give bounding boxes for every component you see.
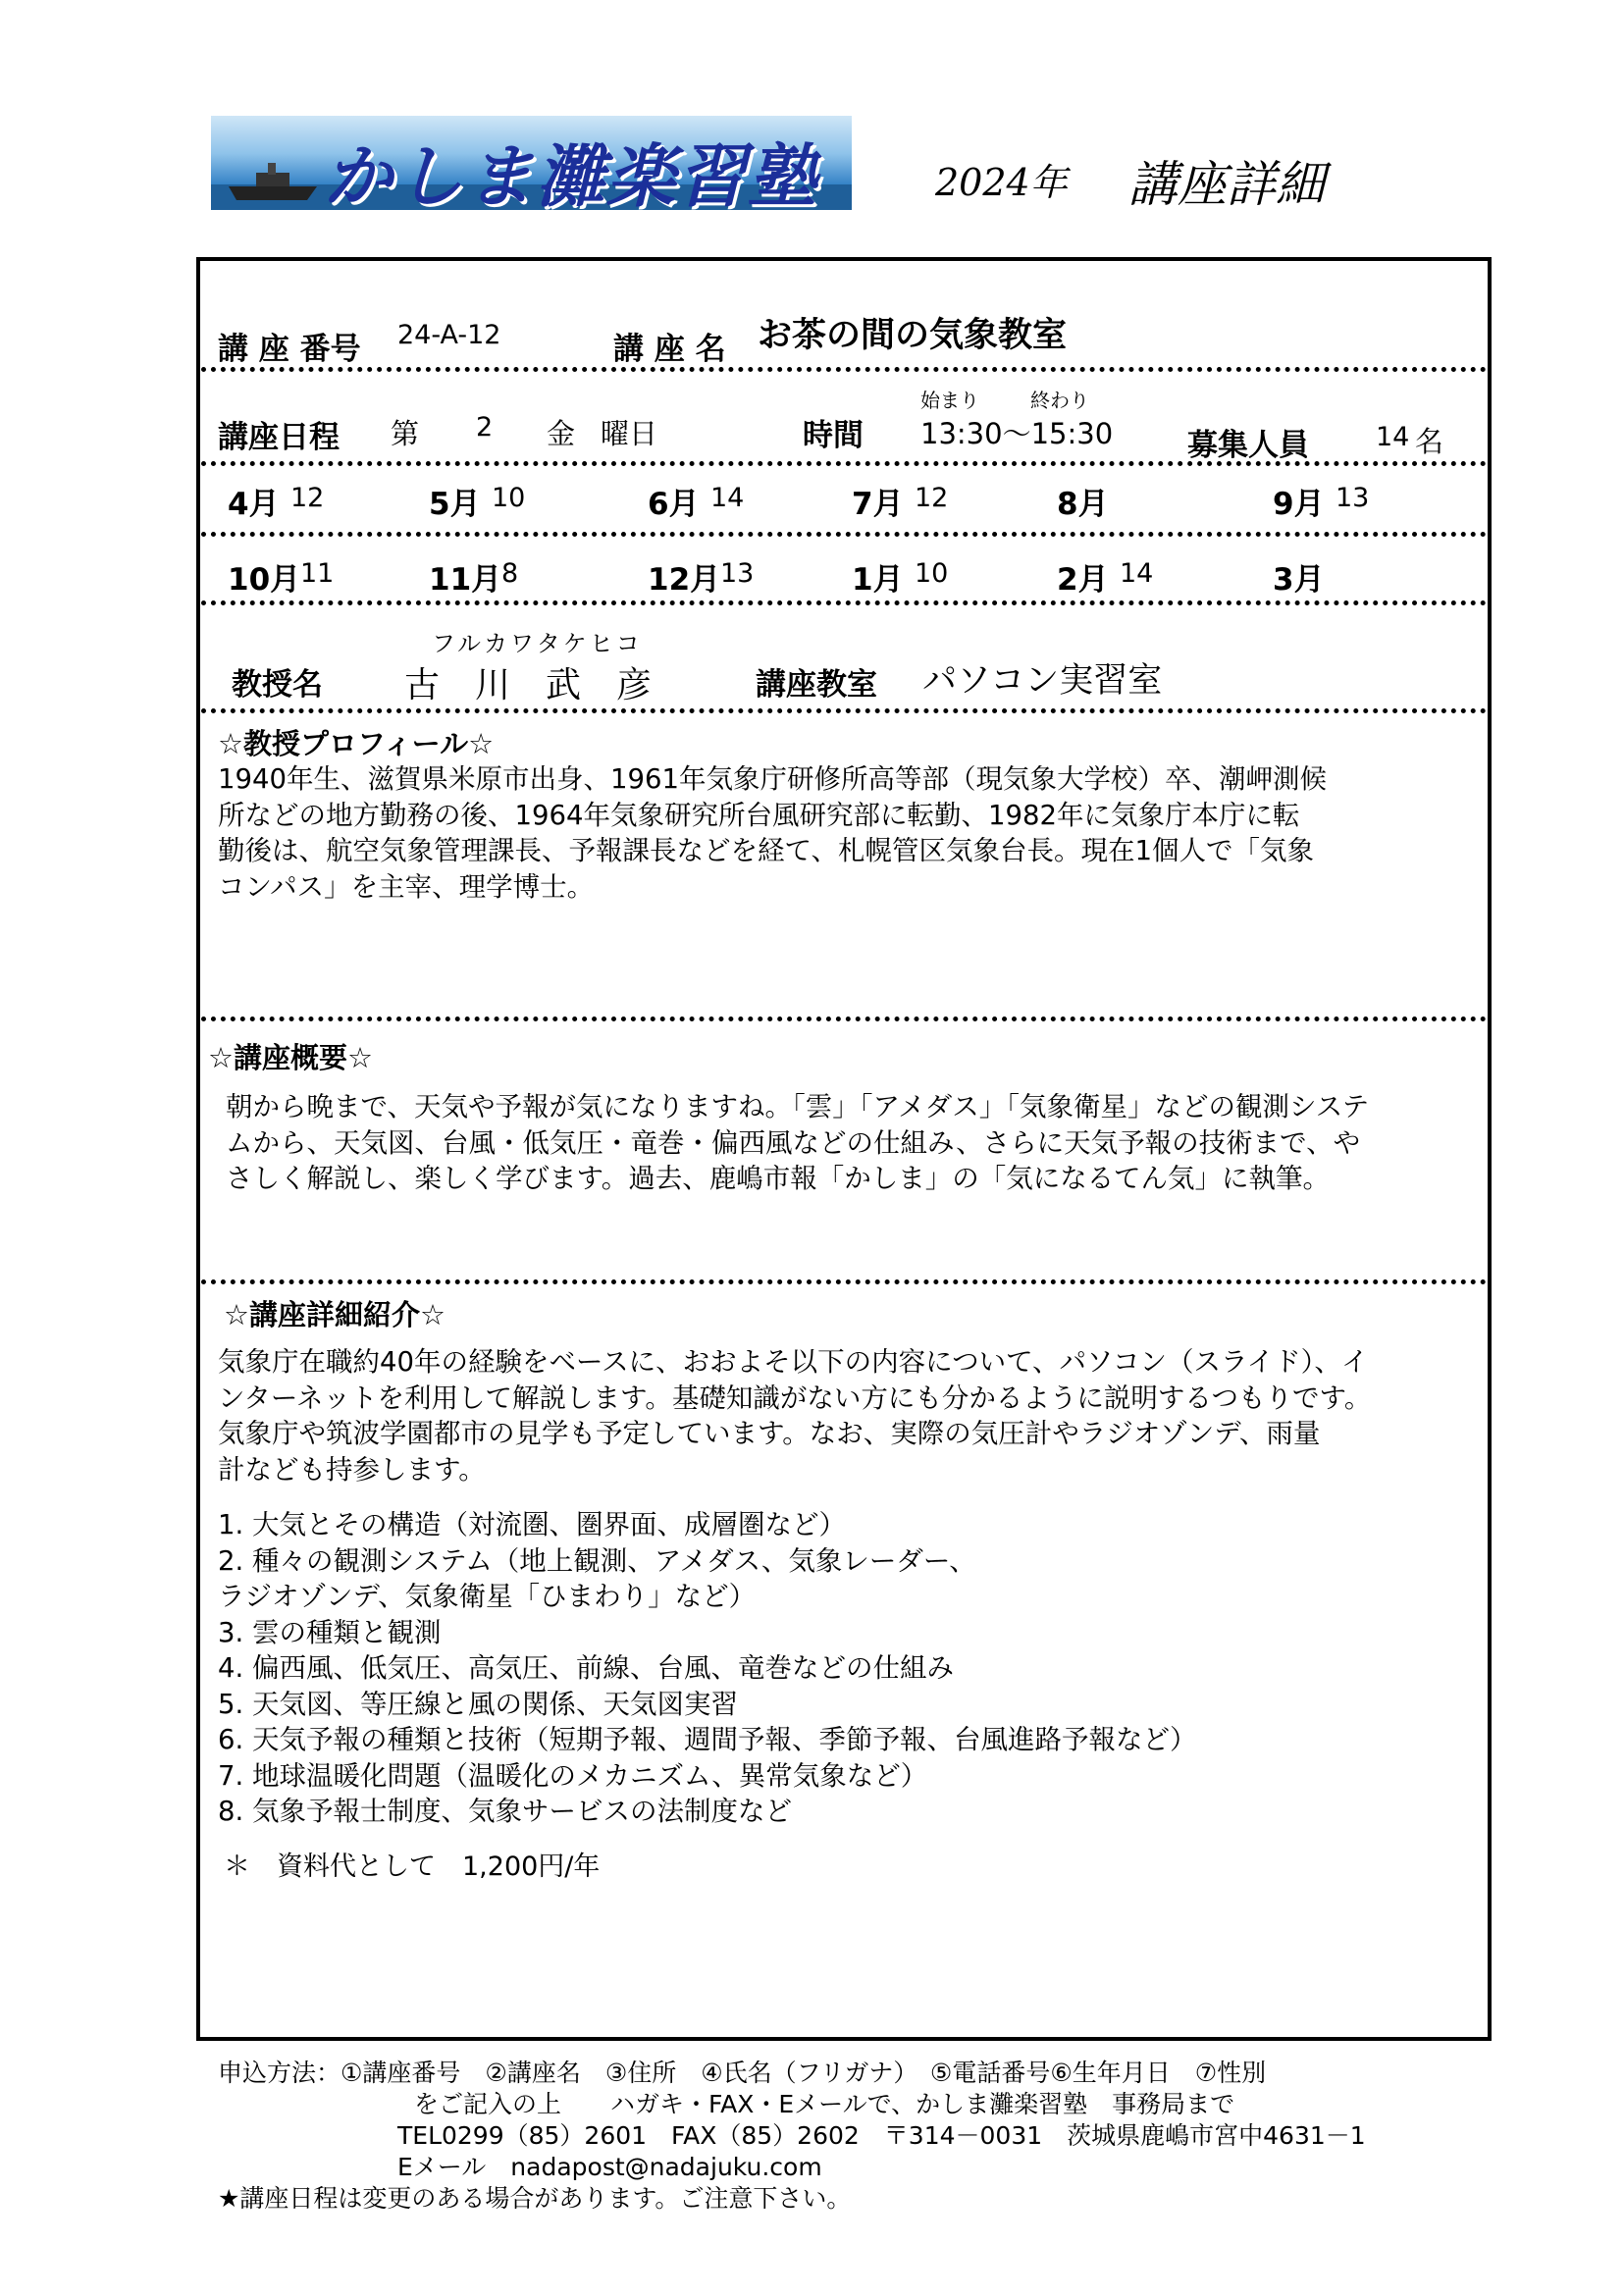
schedule-dai: 第 bbox=[391, 417, 420, 450]
footer-notice: ★講座日程は変更のある場合があります。ご注意下さい。 bbox=[218, 2184, 852, 2213]
schedule-month: 8月 bbox=[1057, 487, 1109, 522]
overview-line: ムから、天気図、台風・低気圧・竜巻・偏西風などの仕組み、さらに天気予報の技術まで、や bbox=[226, 1126, 1361, 1159]
detail-intro-line: 気象庁在職約40年の経験をベースに、おおよそ以下の内容について、パソコン（スライド）、イ bbox=[218, 1346, 1369, 1378]
end-caption: 終わり bbox=[1030, 389, 1089, 412]
schedule-month: 2月 bbox=[1057, 562, 1109, 598]
schedule-youbi: 曜日 bbox=[601, 417, 658, 450]
divider bbox=[201, 461, 1487, 466]
capacity-label: 募集人員 bbox=[1187, 428, 1309, 463]
page-title: 講座詳細 bbox=[1128, 156, 1325, 213]
time-label: 時間 bbox=[803, 418, 864, 453]
overview-heading: ☆講座概要☆ bbox=[208, 1041, 373, 1074]
capacity-unit: 名 bbox=[1415, 425, 1444, 458]
schedule-month: 10月 bbox=[228, 562, 301, 598]
profile-heading: ☆教授プロフィール☆ bbox=[218, 727, 495, 760]
professor-furigana: フルカワタケヒコ bbox=[432, 630, 643, 657]
topic-item: 7. 地球温暖化問題（温暖化のメカニズム、異常気象など） bbox=[218, 1759, 928, 1792]
topic-item: 8. 気象予報士制度、気象サービスの法制度など bbox=[218, 1796, 792, 1827]
divider bbox=[201, 1279, 1487, 1284]
detail-heading: ☆講座詳細紹介☆ bbox=[224, 1298, 445, 1331]
detail-intro-text bbox=[218, 1344, 1371, 1487]
schedule-day: 8 bbox=[501, 558, 519, 589]
schedule-month: 12月 bbox=[648, 562, 721, 598]
profile-text bbox=[218, 761, 1327, 905]
schedule-month: 6月 bbox=[648, 487, 700, 522]
schedule-month: 4月 bbox=[228, 487, 280, 522]
schedule-day: 12 bbox=[290, 483, 325, 513]
capacity-value: 14 bbox=[1376, 422, 1410, 452]
divider bbox=[201, 367, 1487, 372]
schedule-day: 11 bbox=[300, 558, 335, 589]
detail-topic-list bbox=[218, 1507, 1196, 1830]
room-label: 講座教室 bbox=[756, 667, 877, 703]
overview-text bbox=[226, 1089, 1369, 1197]
detail-intro-line: 計なども持参します。 bbox=[218, 1453, 486, 1486]
divider bbox=[201, 600, 1487, 605]
course-time: 13:30～15:30 bbox=[920, 417, 1114, 450]
schedule-weekday: 金 bbox=[547, 417, 576, 450]
schedule-month: 7月 bbox=[852, 487, 904, 522]
schedule-day: 13 bbox=[720, 558, 755, 589]
schedule-day: 10 bbox=[915, 558, 949, 589]
overview-line: さしく解説し、楽しく学びます。過去、鹿嶋市報「かしま」の「気になるてん気」に執筆。 bbox=[226, 1163, 1331, 1194]
course-name-label: 講 座 名 bbox=[613, 332, 726, 367]
footer-line-1: 申込方法：①講座番号 ②講座名 ③住所 ④氏名（フリガナ） ⑤電話番号⑥生年月日 ⑦性別 bbox=[218, 2059, 1267, 2087]
topic-item: 2. 種々の観測システム（地上観測、アメダス、気象レーダー、 bbox=[218, 1544, 976, 1577]
material-fee-note: ＊ 資料代として 1,200円/年 bbox=[224, 1852, 601, 1882]
professor-name: 古 川 武 彦 bbox=[404, 665, 653, 705]
ship-icon bbox=[229, 161, 317, 200]
profile-line: 所などの地方勤務の後、1964年気象研究所台風研究部に転勤、1982年に気象庁本庁に転 bbox=[218, 799, 1300, 831]
divider bbox=[201, 708, 1487, 713]
course-name: お茶の間の気象教室 bbox=[758, 316, 1068, 355]
schedule-day: 13 bbox=[1336, 483, 1370, 513]
schedule-week: 2 bbox=[476, 412, 494, 443]
schedule-month: 3月 bbox=[1273, 562, 1325, 598]
profile-line: 勤後は、航空気象管理課長、予報課長などを経て、札幌管区気象台長。現在1個人で「気象 bbox=[218, 835, 1314, 866]
schedule-month: 11月 bbox=[429, 562, 502, 598]
course-number-label: 講 座 番号 bbox=[218, 332, 361, 367]
professor-label: 教授名 bbox=[232, 667, 323, 703]
profile-line: 1940年生、滋賀県米原市出身、1961年気象庁研修所高等部（現気象大学校）卒、潮岬測候 bbox=[218, 763, 1327, 795]
schedule-month: 5月 bbox=[429, 487, 481, 522]
divider bbox=[201, 1017, 1487, 1021]
profile-line: コンパス」を主宰、理学博士。 bbox=[218, 870, 595, 903]
topic-item: 1. 大気とその構造（対流圏、圏界面、成層圏など） bbox=[218, 1509, 846, 1540]
detail-intro-line: 気象庁や筑波学園都市の見学も予定しています。なお、実際の気圧計やラジオゾンデ、雨量 bbox=[218, 1418, 1321, 1449]
course-number: 24-A-12 bbox=[397, 320, 501, 350]
overview-line: 朝から晩まで、天気や予報が気になりますね。「雲」「アメダス」「気象衛星」などの観測システ bbox=[226, 1091, 1370, 1122]
schedule-label: 講座日程 bbox=[218, 420, 340, 455]
schedule-day: 12 bbox=[915, 483, 949, 513]
schedule-day: 10 bbox=[492, 483, 526, 513]
room-value: パソコン実習室 bbox=[922, 661, 1163, 701]
divider bbox=[201, 532, 1487, 537]
topic-item: ラジオゾンデ、気象衛星「ひまわり」など） bbox=[218, 1581, 757, 1612]
topic-item: 3. 雲の種類と観測 bbox=[218, 1616, 442, 1648]
topic-item: 4. 偏西風、低気圧、高気圧、前線、台風、竜巻などの仕組み bbox=[218, 1652, 954, 1684]
schedule-day: 14 bbox=[710, 483, 745, 513]
topic-item: 6. 天気予報の種類と技術（短期予報、週間予報、季節予報、台風進路予報など） bbox=[218, 1724, 1197, 1755]
logo-banner bbox=[211, 116, 852, 210]
schedule-month: 1月 bbox=[852, 562, 904, 598]
start-caption: 始まり bbox=[920, 389, 979, 412]
schedule-day: 14 bbox=[1120, 558, 1154, 589]
detail-intro-line: ンターネットを利用して解説します。基礎知識がない方にも分かるように説明するつもりです。 bbox=[218, 1382, 1372, 1414]
footer-email: Eメール nadapost@nadajuku.com bbox=[397, 2153, 822, 2181]
topic-item: 5. 天気図、等圧線と風の関係、天気図実習 bbox=[218, 1688, 738, 1720]
year-label: 2024年 bbox=[935, 161, 1068, 204]
footer-line-2: をご記入の上 ハガキ・FAX・Eメールで、かしま灘楽習塾 事務局まで bbox=[414, 2090, 1235, 2118]
logo-text: かしま灘楽習塾 bbox=[324, 135, 818, 210]
footer-line-3: TEL0299（85）2601 FAX（85）2602 〒314－0031 茨城県鹿嶋市宮中4631－1 bbox=[397, 2121, 1366, 2150]
schedule-month: 9月 bbox=[1273, 487, 1325, 522]
